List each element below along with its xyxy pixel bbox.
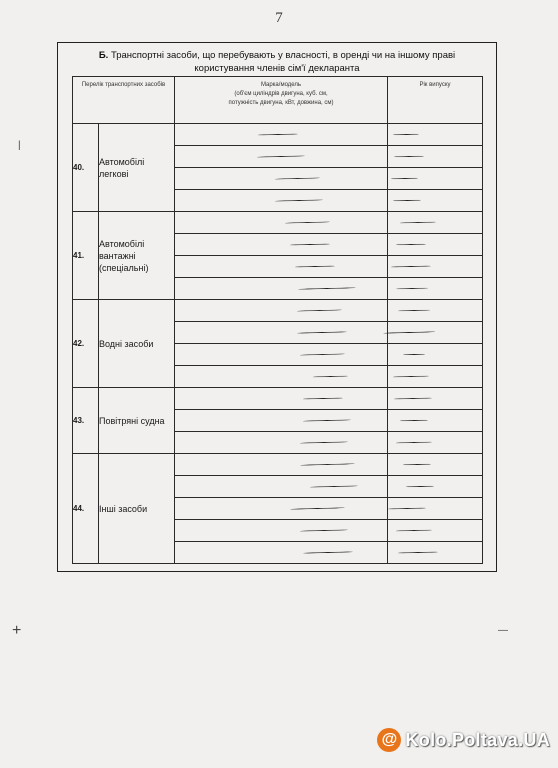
group-label: Автомобілі вантажні (спеціальні): [99, 212, 175, 300]
year-cell: [388, 476, 483, 498]
corner-dash-mark: —: [498, 625, 508, 636]
section-letter: Б.: [98, 50, 109, 61]
year-cell: [388, 190, 483, 212]
year-cell: [388, 234, 483, 256]
year-cell: [388, 432, 483, 454]
header-model-line3: потужність двигуна, кВт, довжина, см): [228, 100, 334, 106]
year-cell: [388, 410, 483, 432]
group-number: 43.: [73, 388, 99, 454]
year-cell: [388, 300, 483, 322]
section-title: [58, 49, 496, 75]
margin-tick-mark: |: [18, 140, 21, 151]
group-number: 42.: [73, 300, 99, 388]
model-cell: [175, 278, 388, 300]
year-cell: [388, 388, 483, 410]
model-cell: [175, 300, 388, 322]
header-model: [175, 77, 388, 124]
model-cell: [175, 322, 388, 344]
table-row: [73, 454, 483, 476]
year-cell: [388, 278, 483, 300]
year-cell: [388, 498, 483, 520]
vehicles-table: [72, 76, 483, 564]
header-model-line1: Марка/модель: [260, 82, 302, 88]
header-year: Рік випуску: [388, 77, 483, 124]
model-cell: [175, 454, 388, 476]
model-cell: [175, 212, 388, 234]
model-cell: [175, 366, 388, 388]
year-cell: [388, 322, 483, 344]
model-cell: [175, 498, 388, 520]
watermark: [377, 726, 550, 754]
group-label: Інші засоби: [99, 454, 175, 564]
table-header-row: [73, 77, 483, 124]
group-label: Автомобілі легкові: [99, 124, 175, 212]
model-cell: [175, 256, 388, 278]
model-cell: [175, 410, 388, 432]
watermark-text: Kolo.Poltava.UA: [405, 729, 550, 750]
page-number: 7: [275, 10, 283, 26]
corner-crosshair-mark: +: [12, 622, 22, 639]
group-number: 44.: [73, 454, 99, 564]
group-label: Повітряні судна: [99, 388, 175, 454]
table-row: [73, 212, 483, 234]
year-cell: [388, 212, 483, 234]
section-title-line1: Транспортні засоби, що перебувають у власності, в оренді чи на іншому праві: [110, 50, 456, 61]
model-cell: [175, 146, 388, 168]
year-cell: [388, 454, 483, 476]
year-cell: [388, 146, 483, 168]
model-cell: [175, 168, 388, 190]
table-row: [73, 124, 483, 146]
header-list: Перелік транспортних засобів: [73, 77, 175, 124]
year-cell: [388, 366, 483, 388]
group-label: Водні засоби: [99, 300, 175, 388]
model-cell: [175, 124, 388, 146]
model-cell: [175, 542, 388, 564]
model-cell: [175, 388, 388, 410]
at-sign-icon: @: [377, 728, 401, 752]
section-title-line2: користування членів сім'ї декларанта: [194, 63, 360, 74]
year-cell: [388, 520, 483, 542]
model-cell: [175, 520, 388, 542]
table-row: [73, 300, 483, 322]
model-cell: [175, 190, 388, 212]
model-cell: [175, 344, 388, 366]
year-cell: [388, 124, 483, 146]
model-cell: [175, 234, 388, 256]
year-cell: [388, 344, 483, 366]
model-cell: [175, 432, 388, 454]
year-cell: [388, 256, 483, 278]
header-model-line2: (об'єм циліндрів двигуна, куб. см,: [234, 91, 328, 97]
model-cell: [175, 476, 388, 498]
table-row: [73, 388, 483, 410]
year-cell: [388, 168, 483, 190]
group-number: 41.: [73, 212, 99, 300]
year-cell: [388, 542, 483, 564]
group-number: 40.: [73, 124, 99, 212]
